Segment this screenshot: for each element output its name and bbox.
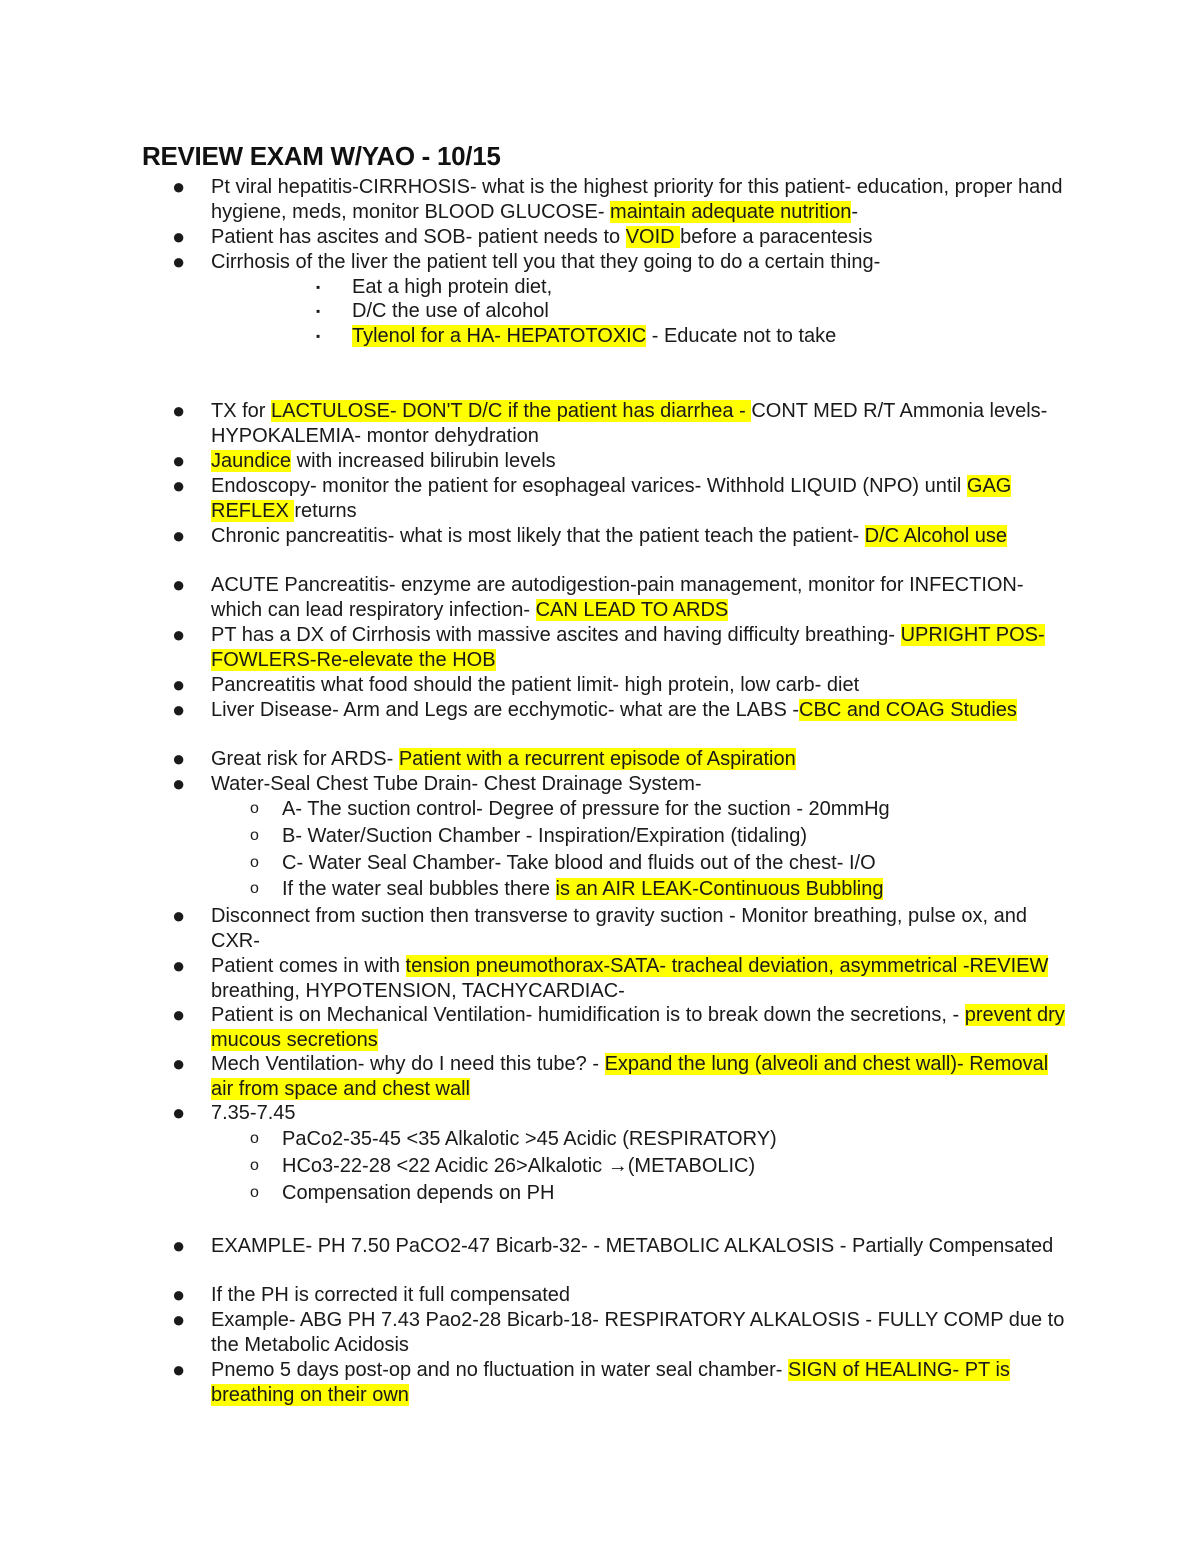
text-run: ACUTE Pancreatitis- enzyme are autodigestion-pain management, monitor for INFECTION- which can lead respiratory infection-: [211, 574, 1024, 621]
list-item: [172, 1002, 1071, 1053]
text-run: C- Water Seal Chamber- Take blood and fluids out of the chest- I/O: [282, 852, 876, 874]
text-run: B- Water/Suction Chamber - Inspiration/Expiration (tidaling): [282, 825, 808, 847]
disc-bullet-icon: ●: [172, 1233, 186, 1258]
list-item: [172, 174, 1071, 225]
circle-bullet-icon: o: [250, 827, 259, 844]
highlighted-text: CAN LEAD TO ARDS: [535, 598, 729, 621]
text-run: Endoscopy- monitor the patient for esophageal varices- Withhold LIQUID (NPO) until: [211, 475, 967, 497]
text-run: Disconnect from suction then transverse to gravity suction - Monitor breathing, pulse ox, and CXR-: [211, 905, 1027, 952]
text-run: Liver Disease- Arm and Legs are ecchymotic- what are the LABS -: [211, 699, 800, 721]
text-run: returns: [294, 499, 357, 522]
list-item: [172, 398, 1071, 449]
text-run: EXAMPLE- PH 7.50 PaCO2-47 Bicarb-32- - METABOLIC ALKALOSIS - Partially Compensated: [211, 1235, 1054, 1257]
disc-bullet-icon: ●: [172, 249, 186, 274]
disc-bullet-icon: ●: [172, 1051, 186, 1076]
list-item: [172, 672, 1071, 698]
text-run: Mech Ventilation- why do I need this tube? -: [211, 1053, 605, 1075]
disc-bullet-icon: ●: [172, 903, 186, 928]
disc-bullet-icon: ●: [172, 1357, 186, 1382]
list-item: [172, 572, 1071, 623]
square-bullet-icon: ▪: [316, 280, 321, 294]
list-item: [316, 299, 1092, 324]
disc-bullet-icon: ●: [172, 473, 186, 498]
list-item: [172, 771, 1071, 797]
disc-bullet-icon: ●: [172, 622, 186, 647]
circle-bullet-icon: o: [250, 1184, 259, 1201]
disc-bullet-icon: ●: [172, 771, 186, 796]
text-run: 7.35-7.45: [211, 1102, 296, 1124]
list-item: [172, 1051, 1071, 1102]
disc-bullet-icon: ●: [172, 398, 186, 423]
text-run: Example- ABG PH 7.43 Pao2-28 Bicarb-18- RESPIRATORY ALKALOSIS - FULLY COMP due to the Metabolic Acidosis: [211, 1309, 1065, 1356]
text-run: Pnemo 5 days post-op and no fluctuation in water seal chamber-: [211, 1359, 788, 1381]
text-run: If the PH is corrected it full compensated: [211, 1284, 571, 1306]
disc-bullet-icon: ●: [172, 523, 186, 548]
highlighted-text: Patient with a recurrent episode of Aspiration: [398, 748, 796, 770]
text-run: Water-Seal Chest Tube Drain- Chest Drainage System-: [211, 773, 702, 795]
list-item: [172, 523, 1071, 549]
list-item: [316, 275, 1092, 300]
circle-bullet-icon: o: [250, 854, 259, 871]
text-run: Eat a high protein diet,: [352, 276, 553, 298]
text-run: Patient comes in with: [211, 955, 406, 977]
list-item: [250, 1127, 1082, 1152]
list-item: [172, 1282, 1071, 1308]
text-run: CONT MED R/T Ammonia levels- HYPOKALEMIA- montor dehydration: [211, 400, 1048, 447]
list-item: [172, 448, 1071, 474]
square-bullet-icon: ▪: [316, 329, 321, 343]
disc-bullet-icon: ●: [172, 174, 186, 199]
disc-bullet-icon: ●: [172, 1307, 186, 1332]
text-run: PaCo2-35-45 <35 Alkalotic >45 Acidic (RESPIRATORY): [282, 1128, 777, 1150]
text-run: with increased bilirubin levels: [291, 450, 556, 472]
disc-bullet-icon: ●: [172, 672, 186, 697]
text-run: before a paracentesis: [680, 226, 873, 248]
list-item: [172, 622, 1071, 673]
text-run: A- The suction control- Degree of pressure for the suction - 20mmHg: [282, 798, 890, 820]
highlighted-text: GAG REFLEX: [211, 475, 1012, 522]
list-item: [172, 473, 1071, 524]
list-item: [172, 953, 1071, 1004]
list-item: [172, 746, 1071, 772]
text-run: Patient is on Mechanical Ventilation- humidification is to break down the secretions, -: [211, 1004, 965, 1026]
list-item: [250, 877, 1082, 902]
text-run: HCo3-22-28 <22 Acidic 26>Alkalotic →(METABOLIC): [282, 1155, 756, 1177]
text-run: - Educate not to take: [646, 325, 837, 347]
text-run: breathing, HYPOTENSION, TACHYCARDIAC-: [211, 979, 625, 1002]
disc-bullet-icon: ●: [172, 746, 186, 771]
text-run: -: [851, 200, 858, 223]
list-item: [172, 249, 1071, 275]
text-run: Compensation depends on PH: [282, 1182, 555, 1204]
list-item: [250, 1154, 1082, 1179]
document-title: REVIEW EXAM W/YAO - 10/15: [142, 141, 501, 171]
list-item: [172, 1307, 1071, 1358]
highlighted-text: Jaundice: [211, 450, 292, 472]
text-run: Patient has ascites and SOB- patient needs to: [211, 226, 626, 248]
list-item: [172, 1233, 1071, 1259]
highlighted-text: Tylenol for a HA- HEPATOTOXIC: [352, 325, 647, 347]
highlighted-text: CBC and COAG Studies: [799, 699, 1017, 721]
list-item: [250, 1181, 1082, 1206]
text-run: D/C the use of alcohol: [352, 300, 549, 322]
disc-bullet-icon: ●: [172, 697, 186, 722]
list-item: [172, 903, 1071, 954]
disc-bullet-icon: ●: [172, 1002, 186, 1027]
text-run: Chronic pancreatitis- what is most likely that the patient teach the patient-: [211, 525, 865, 547]
list-item: [250, 797, 1082, 822]
list-item: [172, 224, 1071, 250]
text-run: Great risk for ARDS-: [211, 748, 399, 770]
text-run: If the water seal bubbles there: [282, 878, 556, 900]
disc-bullet-icon: ●: [172, 1100, 186, 1125]
disc-bullet-icon: ●: [172, 224, 186, 249]
list-item: [172, 1100, 1071, 1126]
highlighted-text: D/C Alcohol use: [864, 525, 1007, 547]
text-run: Pancreatitis what food should the patient limit- high protein, low carb- diet: [211, 674, 860, 696]
highlighted-text: tension pneumothorax-SATA- tracheal deviation, asymmetrical -REVIEW: [405, 955, 1049, 977]
circle-bullet-icon: o: [250, 1130, 259, 1147]
text-run: PT has a DX of Cirrhosis with massive ascites and having difficulty breathing-: [211, 624, 901, 646]
text-run: Cirrhosis of the liver the patient tell you that they going to do a certain thing-: [211, 251, 881, 273]
circle-bullet-icon: o: [250, 800, 259, 817]
disc-bullet-icon: ●: [172, 448, 186, 473]
list-item: [172, 697, 1071, 723]
disc-bullet-icon: ●: [172, 572, 186, 597]
list-item: [250, 851, 1082, 876]
text-run: Pt viral hepatitis-CIRRHOSIS- what is the highest priority for this patient- education, proper hand hygiene, meds, monitor BLOOD GLUCOSE-: [211, 176, 1063, 223]
list-item: [316, 324, 1092, 349]
disc-bullet-icon: ●: [172, 953, 186, 978]
highlighted-text: prevent dry mucous secretions: [211, 1004, 1065, 1051]
list-item: [250, 824, 1082, 849]
circle-bullet-icon: o: [250, 1157, 259, 1174]
square-bullet-icon: ▪: [316, 304, 321, 318]
highlighted-text: UPRIGHT POS- FOWLERS-Re-elevate the HOB: [211, 624, 1045, 671]
text-run: TX for: [211, 400, 272, 422]
highlighted-text: SIGN of HEALING- PT is breathing on their own: [211, 1359, 1010, 1406]
highlighted-text: is an AIR LEAK-Continuous Bubbling: [555, 878, 884, 900]
highlighted-text: VOID: [625, 226, 681, 248]
highlighted-text: Expand the lung (alveoli and chest wall)- Removal air from space and chest wall: [211, 1053, 1049, 1100]
list-item: [172, 1357, 1071, 1408]
highlighted-text: LACTULOSE- DON'T D/C if the patient has diarrhea -: [271, 400, 752, 422]
disc-bullet-icon: ●: [172, 1282, 186, 1307]
circle-bullet-icon: o: [250, 880, 259, 897]
highlighted-text: maintain adequate nutrition: [610, 200, 852, 223]
